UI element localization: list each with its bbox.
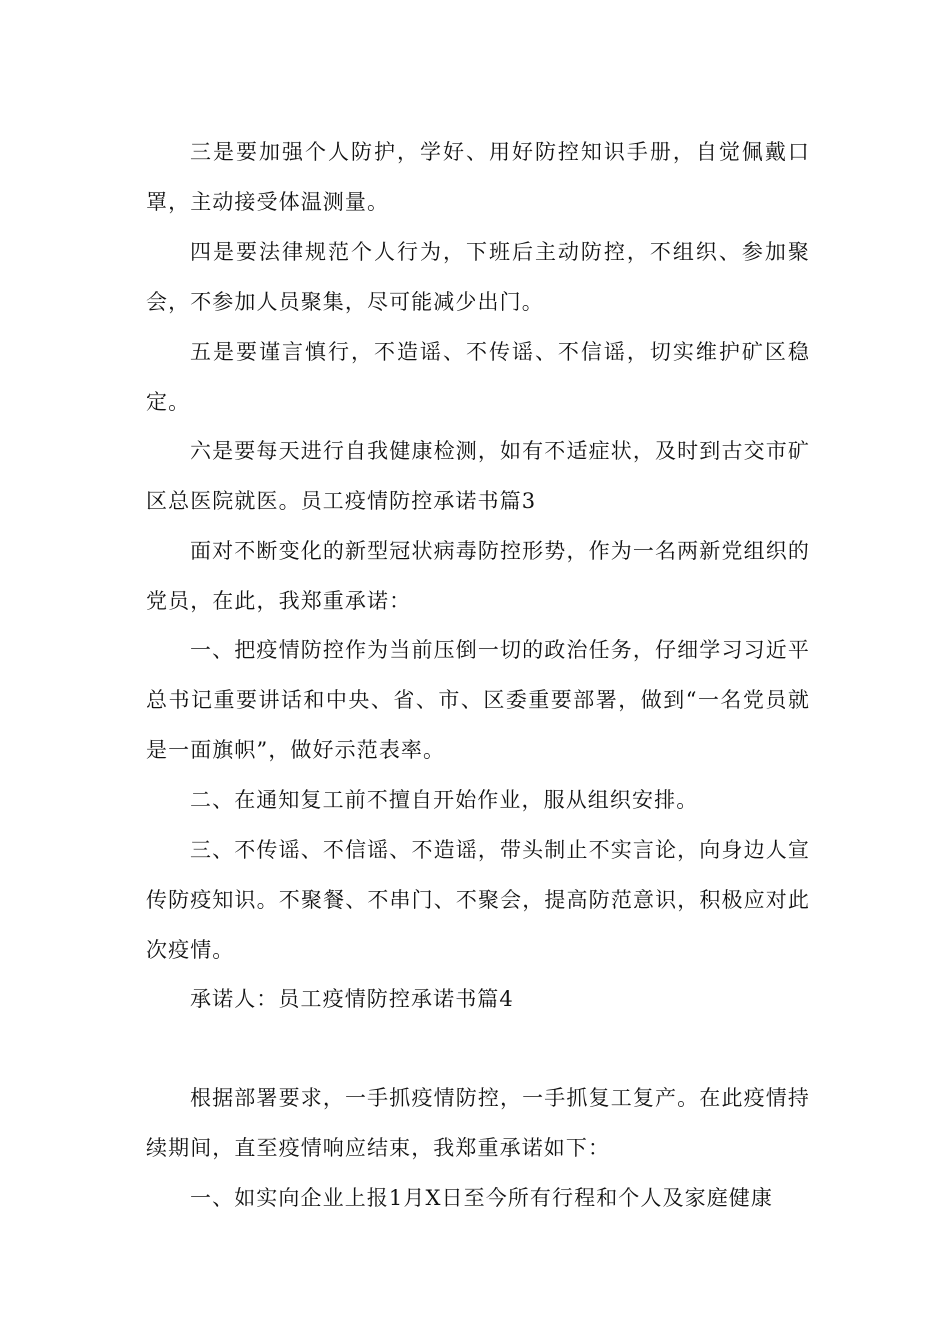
paragraph-rumor-control: 五是要谨言慎行，不造谣、不传谣、不信谣，切实维护矿区稳定。	[146, 340, 810, 414]
paragraph-personal-protection: 三是要加强个人防护，学好、用好防控知识手册，自觉佩戴口罩，主动接受体温测量。	[146, 140, 810, 214]
paragraph-personal-conduct: 四是要法律规范个人行为，下班后主动防控，不组织、参加聚会，不参加人员聚集，尽可能减少出门。	[146, 240, 810, 314]
paragraph-commitment-one: 一、把疫情防控作为当前压倒一切的政治任务，仔细学习习近平总书记重要讲话和中央、省、市、区委重要部署，做到“一名党员就是一面旗帜”，做好示范表率。	[146, 638, 810, 762]
paragraph-health-check: 六是要每天进行自我健康检测，如有不适症状，及时到古交市矿区总医院就医。员工疫情防控承诺书篇3	[146, 439, 810, 513]
paragraph-deployment-requirements: 根据部署要求，一手抓疫情防控，一手抓复工复产。在此疫情持续期间，直至疫情响应结束，我郑重承诺如下：	[146, 1086, 810, 1160]
paragraph-commitment-two: 二、在通知复工前不擅自开始作业，服从组织安排。	[190, 788, 699, 812]
paragraph-report-itinerary: 一、如实向企业上报1月X日至今所有行程和个人及家庭健康	[190, 1186, 774, 1210]
paragraph-party-member-intro: 面对不断变化的新型冠状病毒防控形势，作为一名两新党组织的党员，在此，我郑重承诺：	[146, 539, 810, 613]
paragraph-signatory: 承诺人：员工疫情防控承诺书篇4	[190, 987, 514, 1011]
paragraph-commitment-three: 三、不传谣、不信谣、不造谣，带头制止不实言论，向身边人宣传防疫知识。不聚餐、不串门、不聚会，提高防范意识，积极应对此次疫情。	[146, 838, 810, 962]
